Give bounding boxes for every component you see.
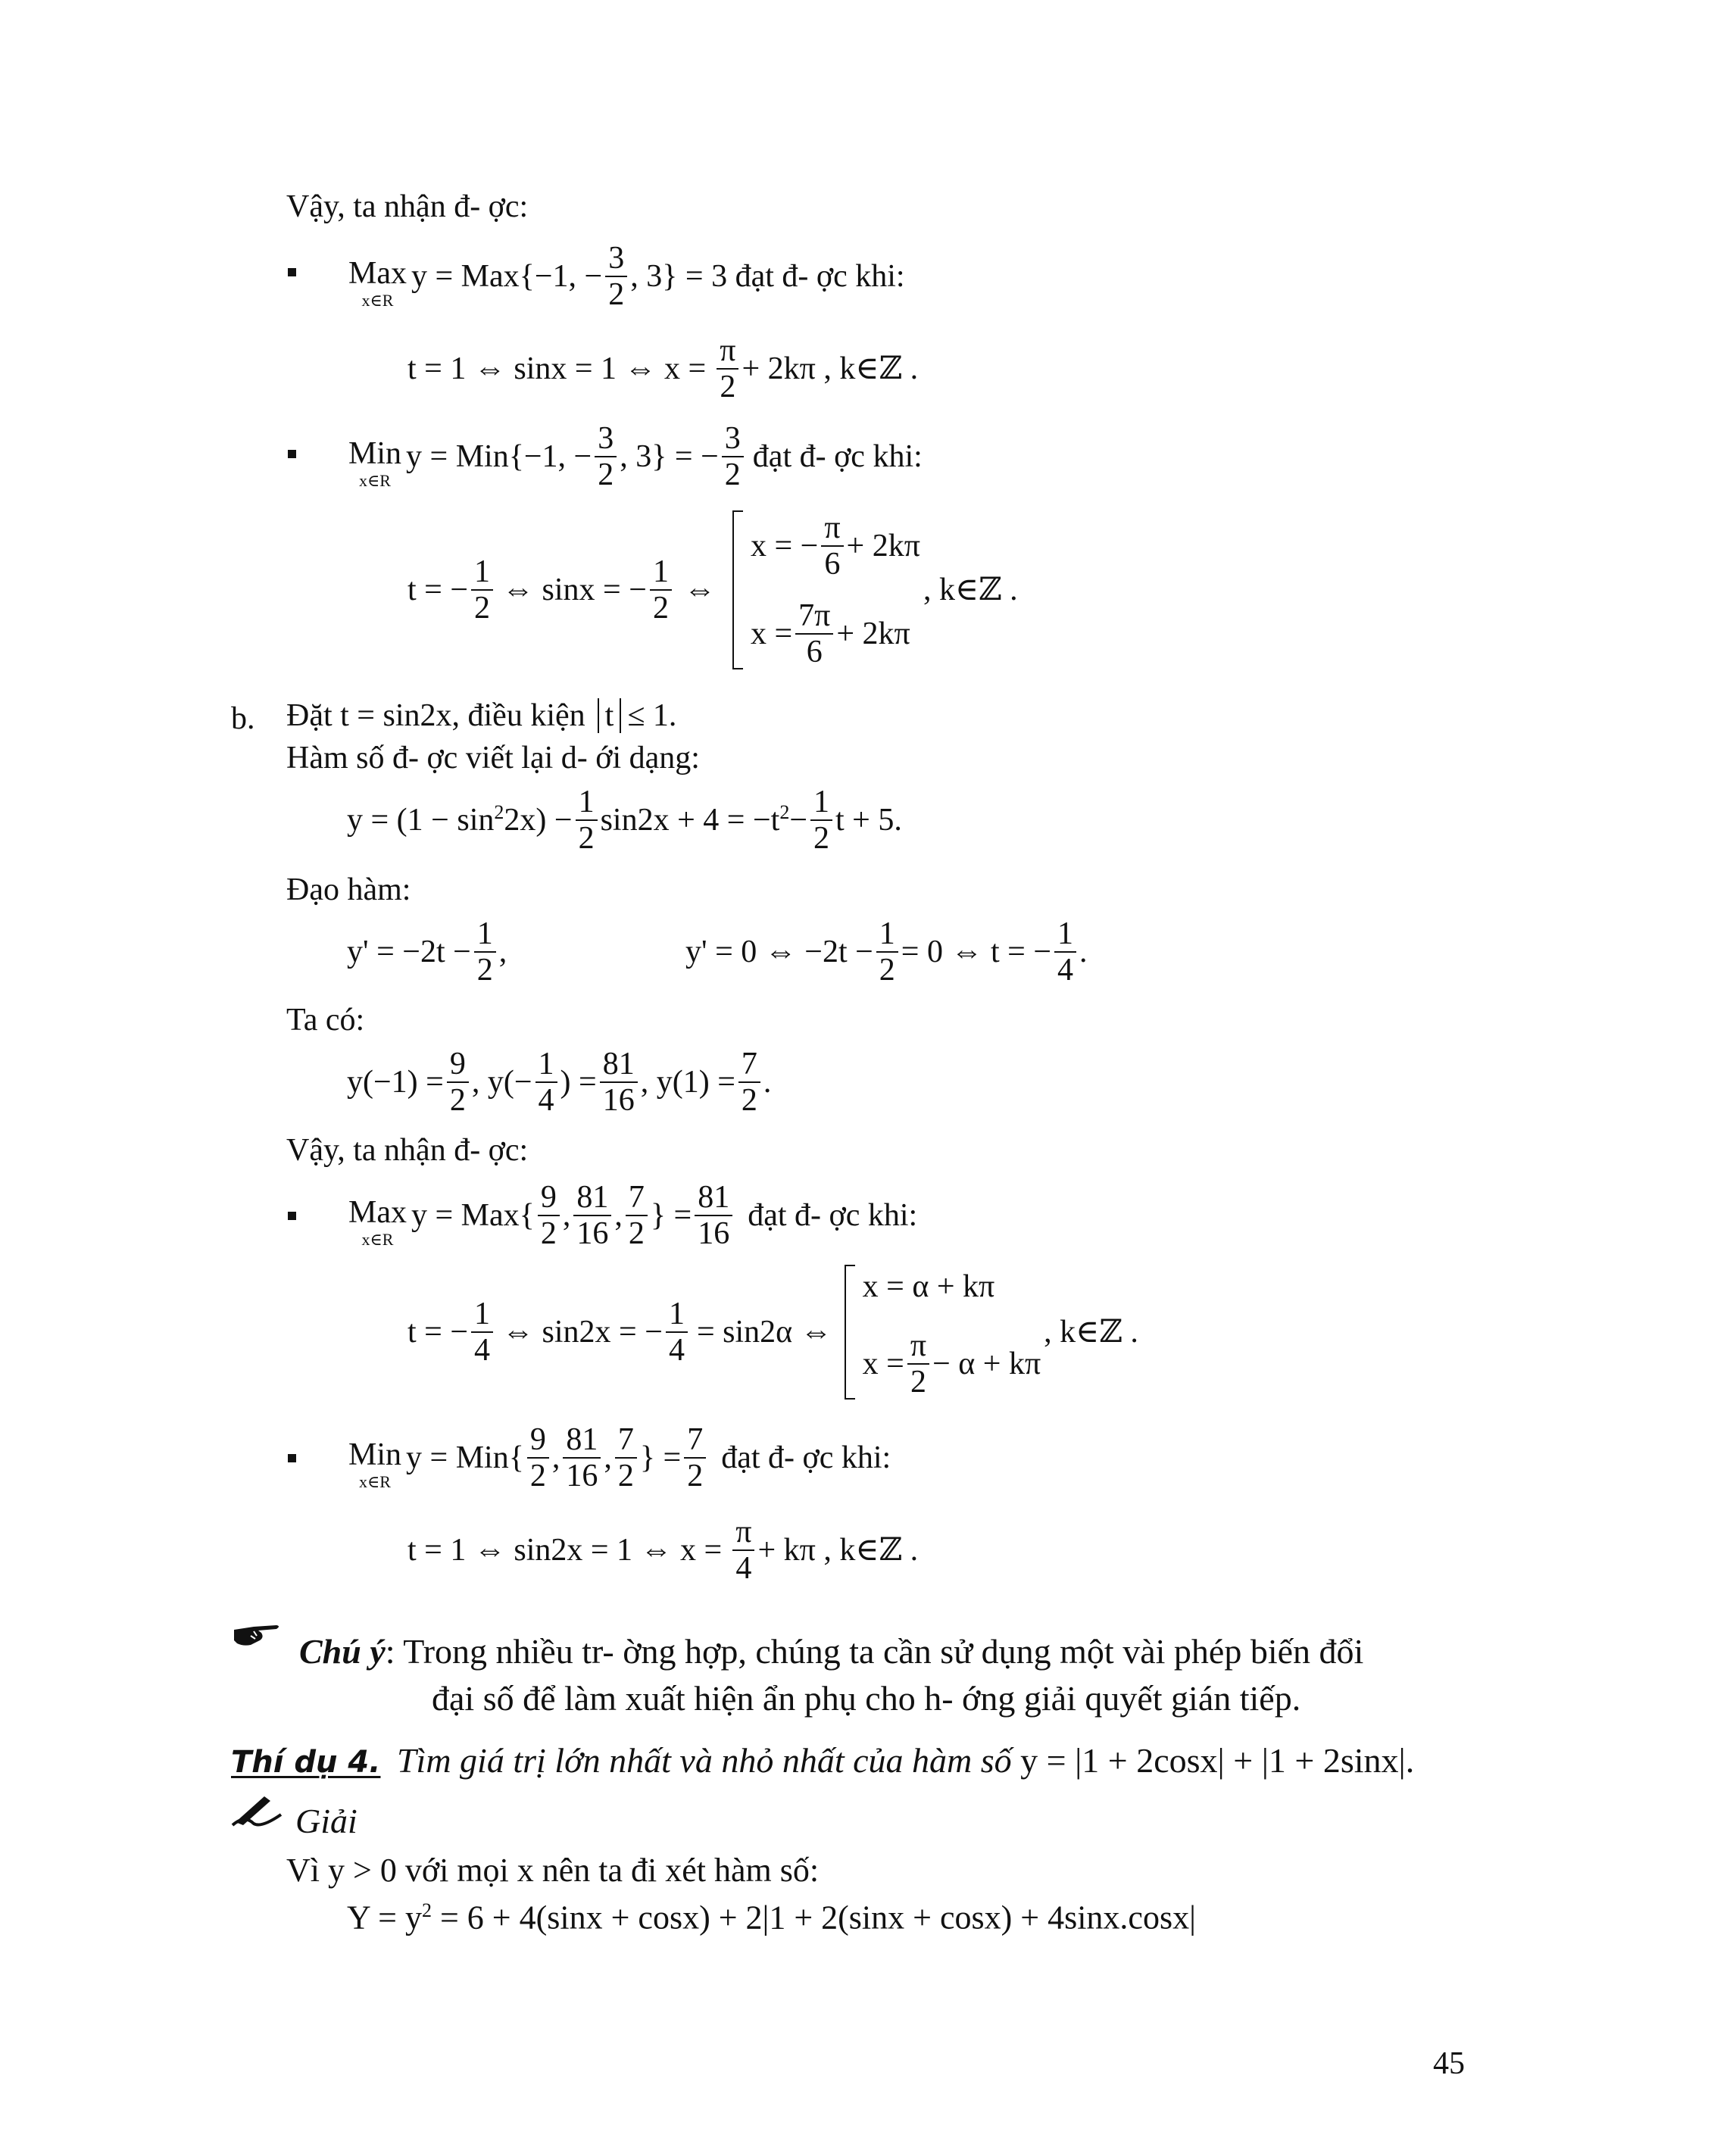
fraction-1-2: $\frac{1}{2}$ bbox=[876, 916, 898, 988]
fraction-1-4: $\frac{1}{4}$ bbox=[666, 1297, 688, 1368]
solution-line-1: Vì y > 0 với mọi x nên ta đi xét hàm số: bbox=[286, 1852, 820, 1889]
max-condition-tail: + 2kπ , k∈ℤ . bbox=[742, 351, 919, 386]
max-statement-b: Max x∈R y = Max{ $\frac{9}{2}$ , $\frac{81}{16}$ , $\frac{7}{2}$ } = $\frac{81}{16}$ đạt đ- ợc khi: bbox=[348, 1180, 918, 1251]
taco-label: Ta có: bbox=[286, 1003, 365, 1038]
fraction-1-4: $\frac{1}{4}$ bbox=[535, 1047, 557, 1118]
solution-cases bbox=[845, 1265, 1041, 1400]
part-a-intro: Vậy, ta nhận đ- ợc: bbox=[286, 189, 529, 224]
function-values: y(−1) = $\frac{9}{2}$ , y(− $\frac{1}{4}$ ) = $\frac{81}{16}$ , y(1) = $\frac{7}{2}$ . bbox=[347, 1047, 772, 1118]
fraction-1-2: $\frac{1}{2}$ bbox=[471, 554, 493, 626]
max-result: , 3} = 3 đạt đ- ợc khi: bbox=[630, 259, 905, 294]
fraction-7-2: $\frac{7}{2}$ bbox=[615, 1422, 637, 1493]
fraction-7-2: $\frac{7}{2}$ bbox=[684, 1422, 706, 1493]
fraction-7-2: $\frac{7}{2}$ bbox=[738, 1047, 760, 1118]
page-number: 45 bbox=[1433, 2046, 1465, 2081]
min-statement bbox=[348, 421, 923, 492]
min-expression: y = Min{−1, − bbox=[406, 439, 592, 474]
fraction-81-16: $\frac{81}{16}$ bbox=[695, 1180, 732, 1251]
fraction-9-2: $\frac{9}{2}$ bbox=[538, 1180, 560, 1251]
min-reach-text: đạt đ- ợc khi: bbox=[752, 439, 923, 474]
equivalence: ⇔ bbox=[683, 573, 716, 607]
solution-line-2: $Y = y^2 = 6 + 4(\sin x + \cos x) + 2|1 + 2(\sin x + \cos x) + 4\sin x.\cos x|$ bbox=[347, 1899, 1196, 1936]
fraction-1-2: $\frac{1}{2}$ bbox=[810, 785, 832, 856]
derivative-label: Đạo hàm: bbox=[286, 872, 411, 907]
fraction-1-4: $\frac{1}{4}$ bbox=[471, 1297, 493, 1368]
note-title: Chú ý bbox=[299, 1632, 386, 1671]
fraction-3-2: $\frac{3}{2}$ bbox=[722, 421, 744, 492]
min-result: , 3} = − bbox=[620, 439, 719, 474]
min-condition-t: t = − bbox=[407, 573, 469, 607]
fraction-1-2: $\frac{1}{2}$ bbox=[650, 554, 672, 626]
min-condition-sinx: ⇔ sinx = − bbox=[502, 573, 647, 607]
fraction-81-16: $\frac{81}{16}$ bbox=[573, 1180, 611, 1251]
min-condition bbox=[407, 510, 1018, 669]
fraction-1-4: $\frac{1}{4}$ bbox=[1054, 916, 1076, 988]
case-row: x = α + kπ bbox=[862, 1269, 995, 1304]
fraction-pi-2: $\frac{\pi}{2}$ bbox=[717, 333, 738, 404]
fraction-pi-4: $\frac{\pi}{4}$ bbox=[732, 1515, 754, 1586]
bullet bbox=[288, 450, 296, 458]
k-integer: , k∈ℤ . bbox=[1044, 1315, 1138, 1350]
part-b-intro: Vậy, ta nhận đ- ợc: bbox=[286, 1133, 529, 1168]
fraction-81-16: $\frac{81}{16}$ bbox=[563, 1422, 601, 1493]
case-bracket bbox=[732, 510, 743, 669]
fraction-1-2: $\frac{1}{2}$ bbox=[576, 785, 598, 856]
max-operator: Max x∈R bbox=[348, 1195, 407, 1249]
note-line-2: đại số để làm xuất hiện ẩn phụ cho h- ớng giải quyết gián tiếp. bbox=[432, 1679, 1301, 1718]
solution-cases bbox=[732, 510, 920, 669]
max-expression: y = Max{−1, − bbox=[411, 259, 603, 294]
pen-writing-icon bbox=[231, 1792, 284, 1828]
example-4-line bbox=[231, 1743, 1414, 1778]
derivative-zero: y' = 0 ⇔ −2t − $\frac{1}{2}$ = 0 ⇔ t = − $\frac{1}{4}$ . bbox=[685, 916, 1088, 988]
fraction-9-2: $\frac{9}{2}$ bbox=[447, 1047, 469, 1118]
max-condition-text: t = 1 ⇔ sinx = 1 ⇔ x = bbox=[407, 351, 707, 386]
example-text: Tìm giá trị lớn nhất và nhỏ nhất của hàm số bbox=[396, 1741, 1012, 1780]
note-text: : Trong nhiều tr- ờng hợp, chúng ta cần sử dụng một vài phép biến đổi bbox=[385, 1632, 1364, 1671]
fraction-3-2: $\frac{3}{2}$ bbox=[605, 241, 627, 312]
case-row: x = $\frac{\pi}{2}$ − α + kπ bbox=[862, 1328, 1041, 1400]
function-rewrite: y = (1 − sin $^2$ 2x) − $\frac{1}{2}$ sin2x + 4 = −t $^2$ − $\frac{1}{2}$ t + 5. bbox=[347, 785, 902, 856]
fraction-pi-6: $\frac{\pi}{6}$ bbox=[821, 510, 843, 582]
note-line-1 bbox=[299, 1634, 1363, 1669]
case-bracket bbox=[845, 1265, 855, 1400]
pointing-hand-icon bbox=[231, 1619, 283, 1649]
example-formula: y = |1 + 2cosx| + |1 + 2sinx|. bbox=[1020, 1741, 1415, 1780]
derivative-line: y' = −2t − $\frac{1}{2}$ , bbox=[347, 916, 507, 988]
bullet bbox=[288, 268, 296, 276]
max-statement bbox=[348, 241, 905, 312]
bullet bbox=[288, 1454, 296, 1462]
rewrite-intro: Hàm số đ- ợc viết lại d- ới dạng: bbox=[286, 741, 700, 775]
max-operator: Max x∈R bbox=[348, 256, 407, 310]
max-condition-b: t = − $\frac{1}{4}$ ⇔ sin2x = − $\frac{1}{4}$ = sin2α ⇔ x = α + kπ x = $\frac{\pi}{2}$ − α + kπ , k∈ℤ . bbox=[407, 1265, 1138, 1400]
case-row: x = − $\frac{\pi}{6}$ + 2kπ bbox=[750, 510, 920, 582]
max-condition bbox=[407, 333, 918, 404]
min-operator: Min x∈R bbox=[348, 436, 402, 490]
fraction-pi-2: $\frac{\pi}{2}$ bbox=[907, 1328, 929, 1400]
fraction-81-16: $\frac{81}{16}$ bbox=[600, 1047, 638, 1118]
solve-label: Giải bbox=[295, 1802, 358, 1840]
fraction-7-2: $\frac{7}{2}$ bbox=[626, 1180, 648, 1251]
substitution-line: Đặt t = sin2x, điều kiện t ≤ 1. bbox=[286, 698, 677, 733]
min-operator: Min x∈R bbox=[348, 1437, 402, 1491]
example-label: Thí dụ 4. bbox=[231, 1745, 381, 1780]
fraction-3-2: $\frac{3}{2}$ bbox=[595, 421, 617, 492]
k-integer: , k∈ℤ . bbox=[923, 573, 1018, 607]
part-b-label: b. bbox=[231, 701, 255, 736]
fraction-7pi-6: $\frac{7\pi}{6}$ bbox=[795, 598, 833, 669]
bullet bbox=[288, 1212, 296, 1220]
min-statement-b: Min x∈R y = Min{ $\frac{9}{2}$ , $\frac{81}{16}$ , $\frac{7}{2}$ } = $\frac{7}{2}$ đạt đ- ợc khi: bbox=[348, 1422, 891, 1493]
case-row: x = $\frac{7\pi}{6}$ + 2kπ bbox=[750, 598, 910, 669]
fraction-9-2: $\frac{9}{2}$ bbox=[527, 1422, 549, 1493]
absolute-value: t bbox=[598, 698, 622, 733]
min-condition-b: t = 1 ⇔ sin2x = 1 ⇔ x = $\frac{\pi}{4}$ + kπ , k∈ℤ . bbox=[407, 1515, 919, 1586]
fraction-1-2: $\frac{1}{2}$ bbox=[474, 916, 496, 988]
